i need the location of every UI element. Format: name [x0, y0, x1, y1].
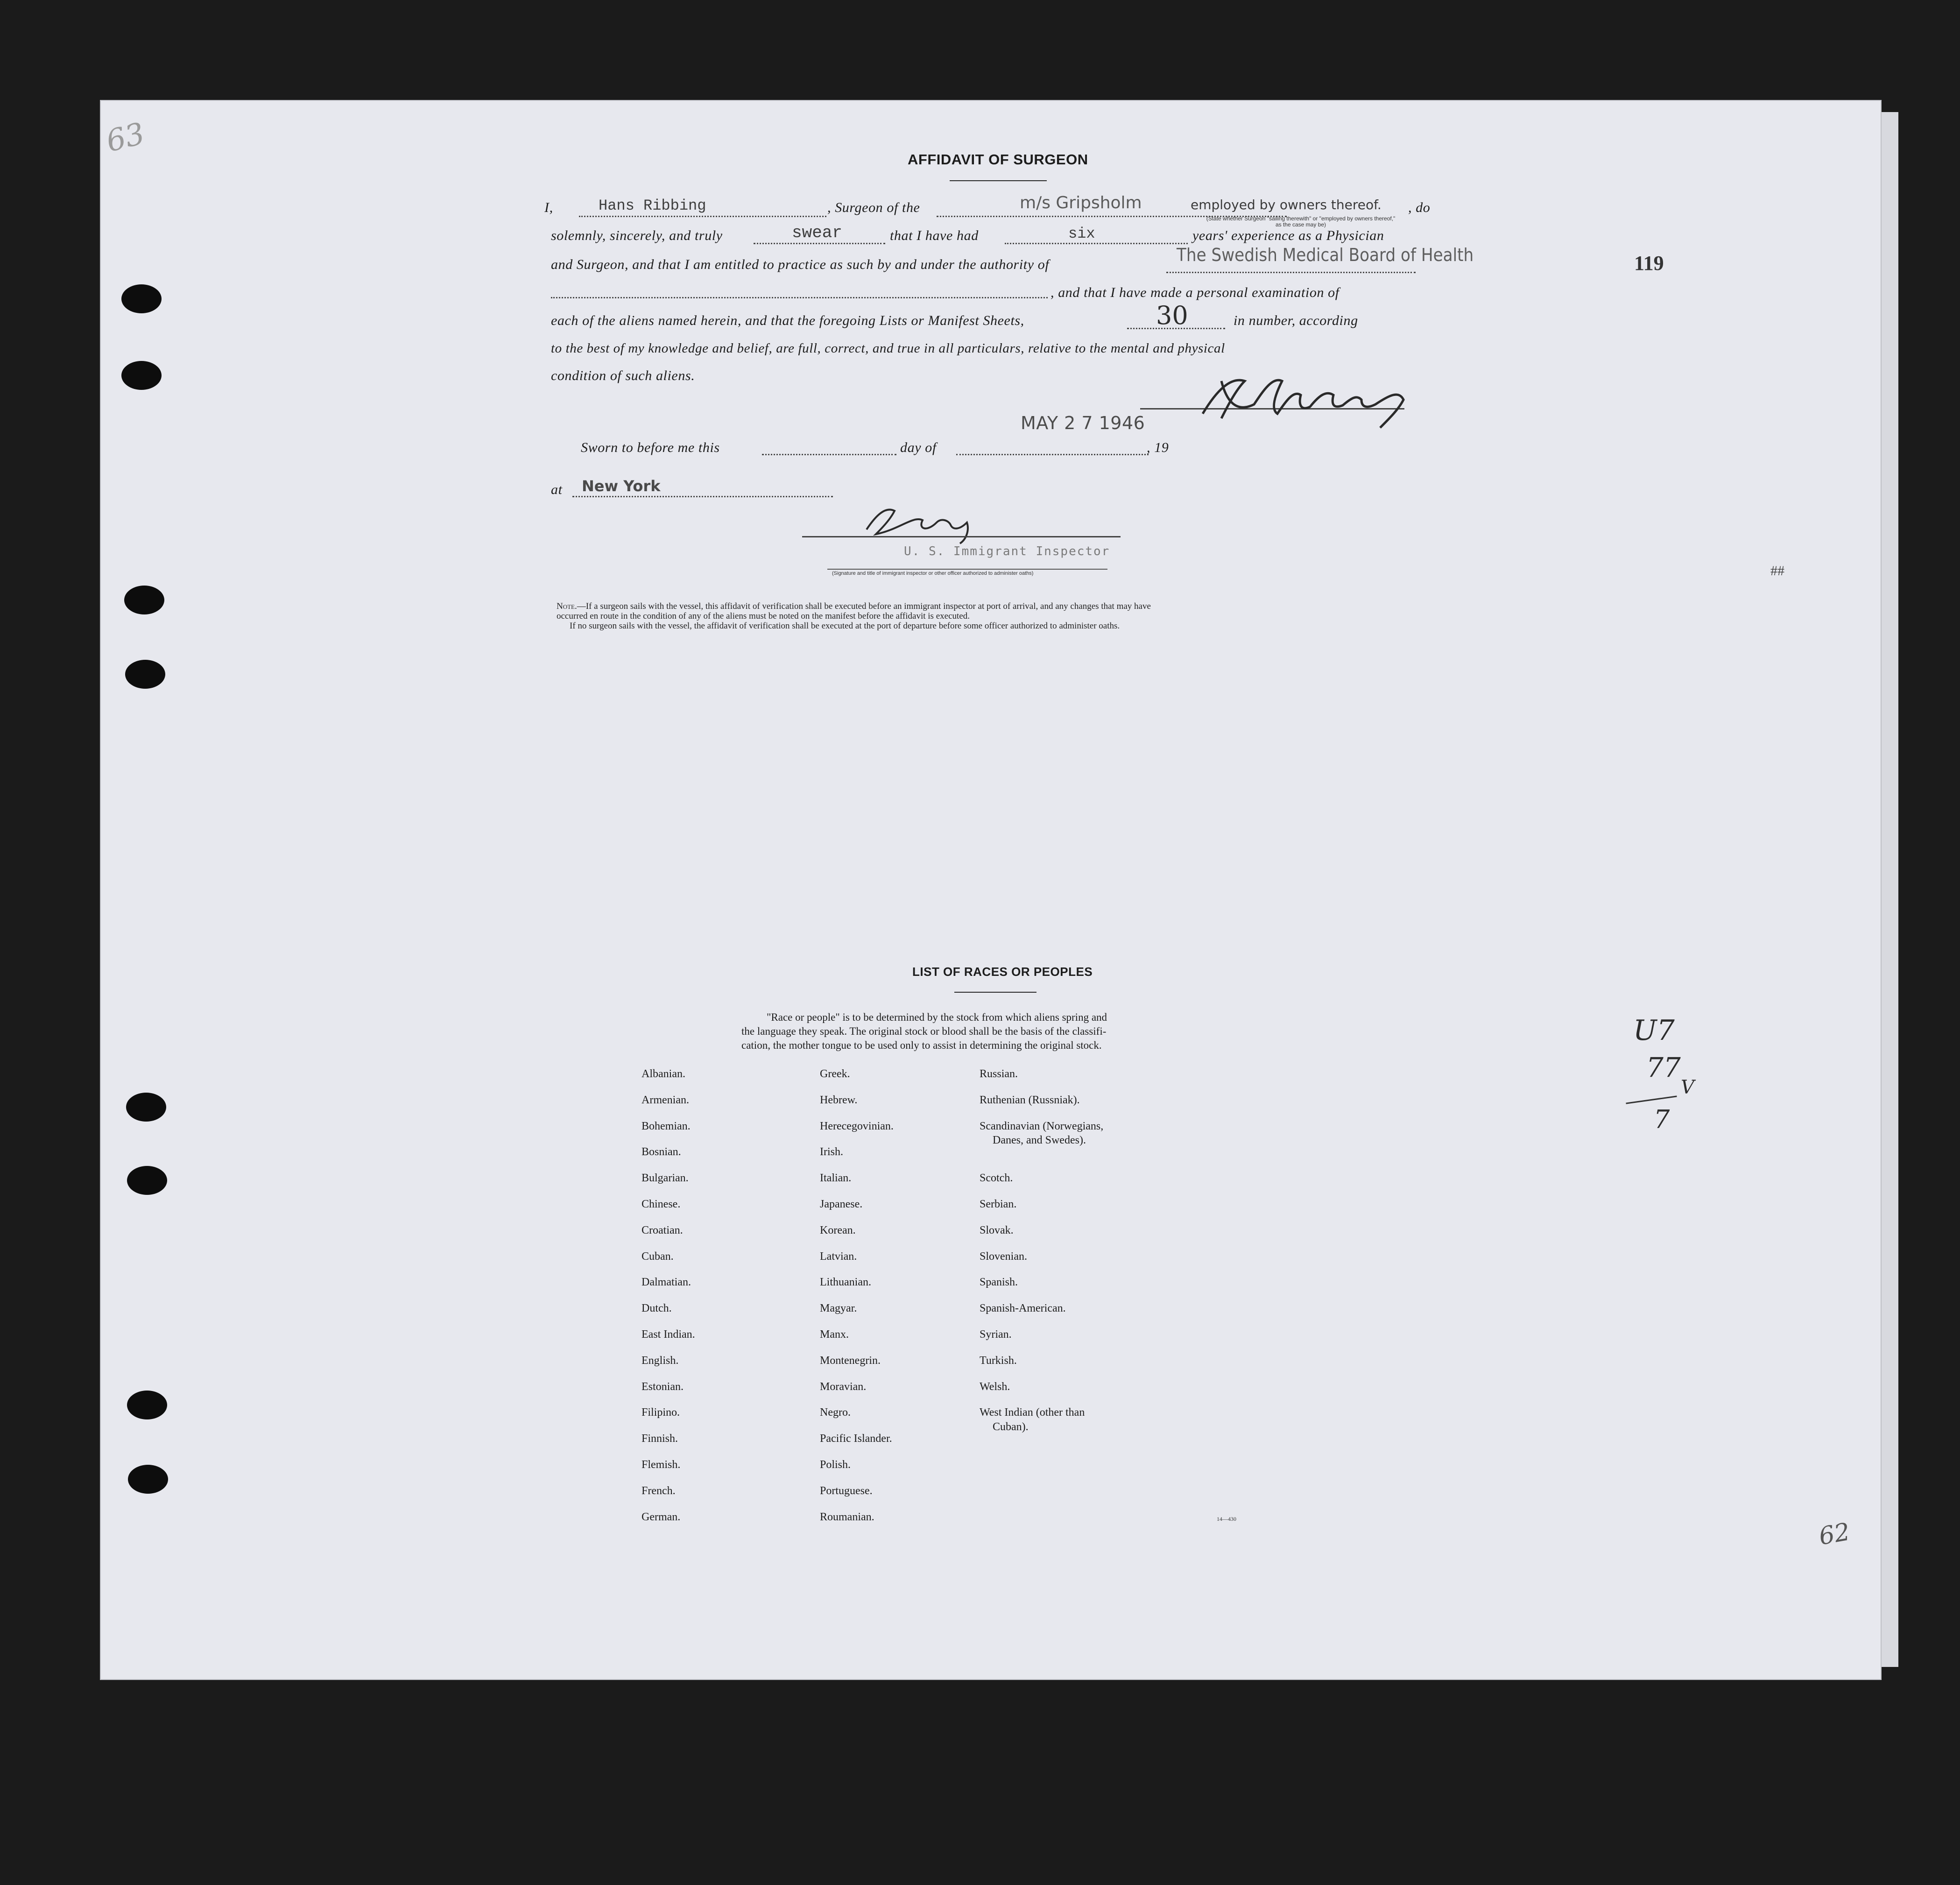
- page-number: 119: [1634, 252, 1664, 275]
- race-entry: Estonian.: [642, 1381, 684, 1393]
- affidavit-title: AFFIDAVIT OF SURGEON: [908, 151, 1088, 168]
- binder-hole: [124, 586, 164, 614]
- note-label: Note.: [557, 601, 577, 611]
- race-entry: Hebrew.: [820, 1094, 858, 1106]
- margin-note-top-left: 63: [103, 116, 148, 159]
- race-entry: Ruthenian (Russniak).: [980, 1094, 1080, 1106]
- race-entry: Slovenian.: [980, 1250, 1027, 1263]
- inspector-signature-line: [802, 536, 1121, 537]
- employment-note: (State whether Surgeon "sailing therewith" or "employed by owners thereof," as the case may be): [1206, 215, 1396, 228]
- margin-note-right-1: U7: [1633, 1014, 1675, 1047]
- margin-note-right-2: 77: [1646, 1052, 1681, 1083]
- race-entry: Russian.: [980, 1068, 1018, 1080]
- race-entry: Scotch.: [980, 1172, 1013, 1184]
- text-best-of: to the best of my knowledge and belief, are full, correct, and true in all particulars, relative to the mental and physical: [551, 341, 1225, 356]
- vessel-name: m/s Gripsholm: [1020, 193, 1142, 212]
- race-entry: German.: [642, 1511, 681, 1523]
- text-personal-exam: , and that I have made a personal examination of: [1051, 285, 1340, 300]
- binder-hole: [127, 1166, 167, 1195]
- race-entry: Italian.: [820, 1172, 852, 1184]
- race-entry: Dalmatian.: [642, 1276, 691, 1288]
- text-condition: condition of such aliens.: [551, 368, 695, 383]
- title-underline: [950, 180, 1047, 181]
- binder-hole: [121, 361, 162, 390]
- text-solemnly: solemnly, sincerely, and truly: [551, 228, 723, 243]
- authority-continuation-line: [551, 297, 1048, 298]
- surgeon-name: Hans Ribbing: [599, 197, 706, 214]
- races-intro-line-3: cation, the mother tongue to be used only to assist in determining the original stock.: [741, 1039, 1102, 1051]
- race-entry: Slovak.: [980, 1224, 1014, 1236]
- form-number: 14—430: [1217, 1516, 1236, 1522]
- note-line-3: If no surgeon sails with the vessel, the affidavit of verification shall be executed at the port of departure before some officer authorized to administer oaths.: [570, 621, 1120, 631]
- years-count: six: [1068, 225, 1095, 242]
- years-line: [1005, 243, 1188, 244]
- binder-hole: [127, 1391, 167, 1419]
- races-intro: [741, 1010, 1107, 1052]
- race-entry: Finnish.: [642, 1433, 678, 1445]
- race-entry: Pacific Islander.: [820, 1433, 892, 1445]
- inspector-stamp: U. S. Immigrant Inspector: [904, 544, 1110, 558]
- race-entry: Welsh.: [980, 1381, 1010, 1393]
- race-entry: Japanese.: [820, 1198, 863, 1210]
- margin-mark: ##: [1770, 563, 1784, 579]
- races-title: LIST OF RACES OR PEOPLES: [912, 965, 1093, 979]
- race-entry: Magyar.: [820, 1302, 857, 1314]
- sheets-count: 30: [1156, 301, 1188, 330]
- race-entry: Cuban).: [993, 1421, 1029, 1433]
- race-entry: Turkish.: [980, 1355, 1017, 1367]
- place-name: New York: [582, 477, 661, 495]
- race-entry: Portuguese.: [820, 1485, 873, 1497]
- race-entry: French.: [642, 1485, 676, 1497]
- oath-word: swear: [792, 223, 843, 242]
- text-that-i-have-had: that I have had: [890, 228, 979, 243]
- race-entry: Serbian.: [980, 1198, 1017, 1210]
- race-entry: Filipino.: [642, 1406, 680, 1419]
- margin-note-bottom-right: 62: [1817, 1518, 1852, 1551]
- sworn-month-line: [956, 454, 1149, 455]
- race-entry: Scandinavian (Norwegians,: [980, 1120, 1104, 1132]
- race-entry: Spanish.: [980, 1276, 1018, 1288]
- text-each-of: each of the aliens named herein, and that the foregoing Lists or Manifest Sheets,: [551, 313, 1024, 328]
- race-entry: Roumanian.: [820, 1511, 874, 1523]
- binder-hole: [121, 284, 162, 313]
- race-entry: Korean.: [820, 1224, 856, 1236]
- race-entry: Albanian.: [642, 1068, 685, 1080]
- text-do: , do: [1408, 200, 1431, 215]
- race-entry: Irish.: [820, 1146, 843, 1158]
- employment-status: employed by owners thereof.: [1191, 197, 1382, 212]
- surgeon-signature: [1193, 362, 1413, 432]
- race-entry: Chinese.: [642, 1198, 681, 1210]
- document-page: [101, 101, 1881, 1679]
- race-entry: Lithuanian.: [820, 1276, 871, 1288]
- text-years-experience: years' experience as a Physician: [1192, 228, 1384, 243]
- text-nineteen: , 19: [1147, 440, 1169, 455]
- caption-line: [827, 569, 1107, 570]
- note-line-2: occurred en route in the condition of any of the aliens must be noted on the manifest before the affidavit is executed.: [557, 611, 970, 621]
- race-entry: Bulgarian.: [642, 1172, 689, 1184]
- name-line: [579, 216, 826, 217]
- race-entry: Greek.: [820, 1068, 850, 1080]
- sworn-day-line: [762, 454, 896, 455]
- race-entry: Latvian.: [820, 1250, 857, 1263]
- race-entry: Danes, and Swedes).: [993, 1134, 1086, 1146]
- note-paragraph: [557, 601, 1151, 631]
- race-entry: West Indian (other than: [980, 1406, 1085, 1419]
- note-line-1: —If a surgeon sails with the vessel, this affidavit of verification shall be executed before an immigrant inspector at port of arrival, and any changes that may have: [577, 601, 1151, 611]
- authority-line: [1166, 272, 1416, 273]
- text-day-of: day of: [900, 440, 937, 455]
- races-intro-line-2: the language they speak. The original stock or blood shall be the basis of the classifi-: [741, 1025, 1107, 1037]
- binder-hole: [125, 660, 165, 689]
- race-entry: Dutch.: [642, 1302, 672, 1314]
- race-entry: Cuban.: [642, 1250, 674, 1263]
- race-entry: Negro.: [820, 1406, 851, 1419]
- binder-hole: [126, 1093, 166, 1122]
- text-surgeon-of: , Surgeon of the: [827, 200, 920, 215]
- text-in-number: in number, according: [1234, 313, 1358, 328]
- race-entry: Manx.: [820, 1328, 849, 1341]
- race-entry: Bosnian.: [642, 1146, 681, 1158]
- race-entry: East Indian.: [642, 1328, 695, 1341]
- race-entry: Montenegrin.: [820, 1355, 881, 1367]
- text-at: at: [551, 482, 563, 497]
- text-and-surgeon: and Surgeon, and that I am entitled to practice as such by and under the authority of: [551, 257, 1050, 272]
- inspector-signature: [857, 497, 979, 548]
- races-title-underline: [954, 992, 1036, 993]
- race-entry: English.: [642, 1355, 679, 1367]
- authority-name: The Swedish Medical Board of Health: [1177, 245, 1474, 265]
- date-stamp: MAY 2 7 1946: [1021, 413, 1145, 433]
- fraction-line: [1626, 1095, 1677, 1104]
- race-entry: Croatian.: [642, 1224, 683, 1236]
- signature-caption: (Signature and title of immigrant inspector or other officer authorized to administer oaths): [832, 571, 1034, 576]
- race-entry: Spanish-American.: [980, 1302, 1066, 1314]
- oath-line: [754, 243, 885, 244]
- race-entry: Moravian.: [820, 1381, 867, 1393]
- races-intro-line-1: "Race or people" is to be determined by the stock from which aliens spring and: [767, 1011, 1107, 1023]
- place-line: [572, 496, 833, 497]
- race-entry: Syrian.: [980, 1328, 1012, 1341]
- margin-note-right-4: V: [1681, 1077, 1694, 1098]
- margin-note-right-3: 7: [1654, 1105, 1670, 1134]
- race-entry: Flemish.: [642, 1459, 681, 1471]
- race-entry: Armenian.: [642, 1094, 689, 1106]
- binder-hole: [128, 1465, 168, 1494]
- text-i: I,: [544, 200, 553, 215]
- text-sworn: Sworn to before me this: [581, 440, 720, 455]
- race-entry: Herecegovinian.: [820, 1120, 894, 1132]
- race-entry: Polish.: [820, 1459, 851, 1471]
- race-entry: Bohemian.: [642, 1120, 691, 1132]
